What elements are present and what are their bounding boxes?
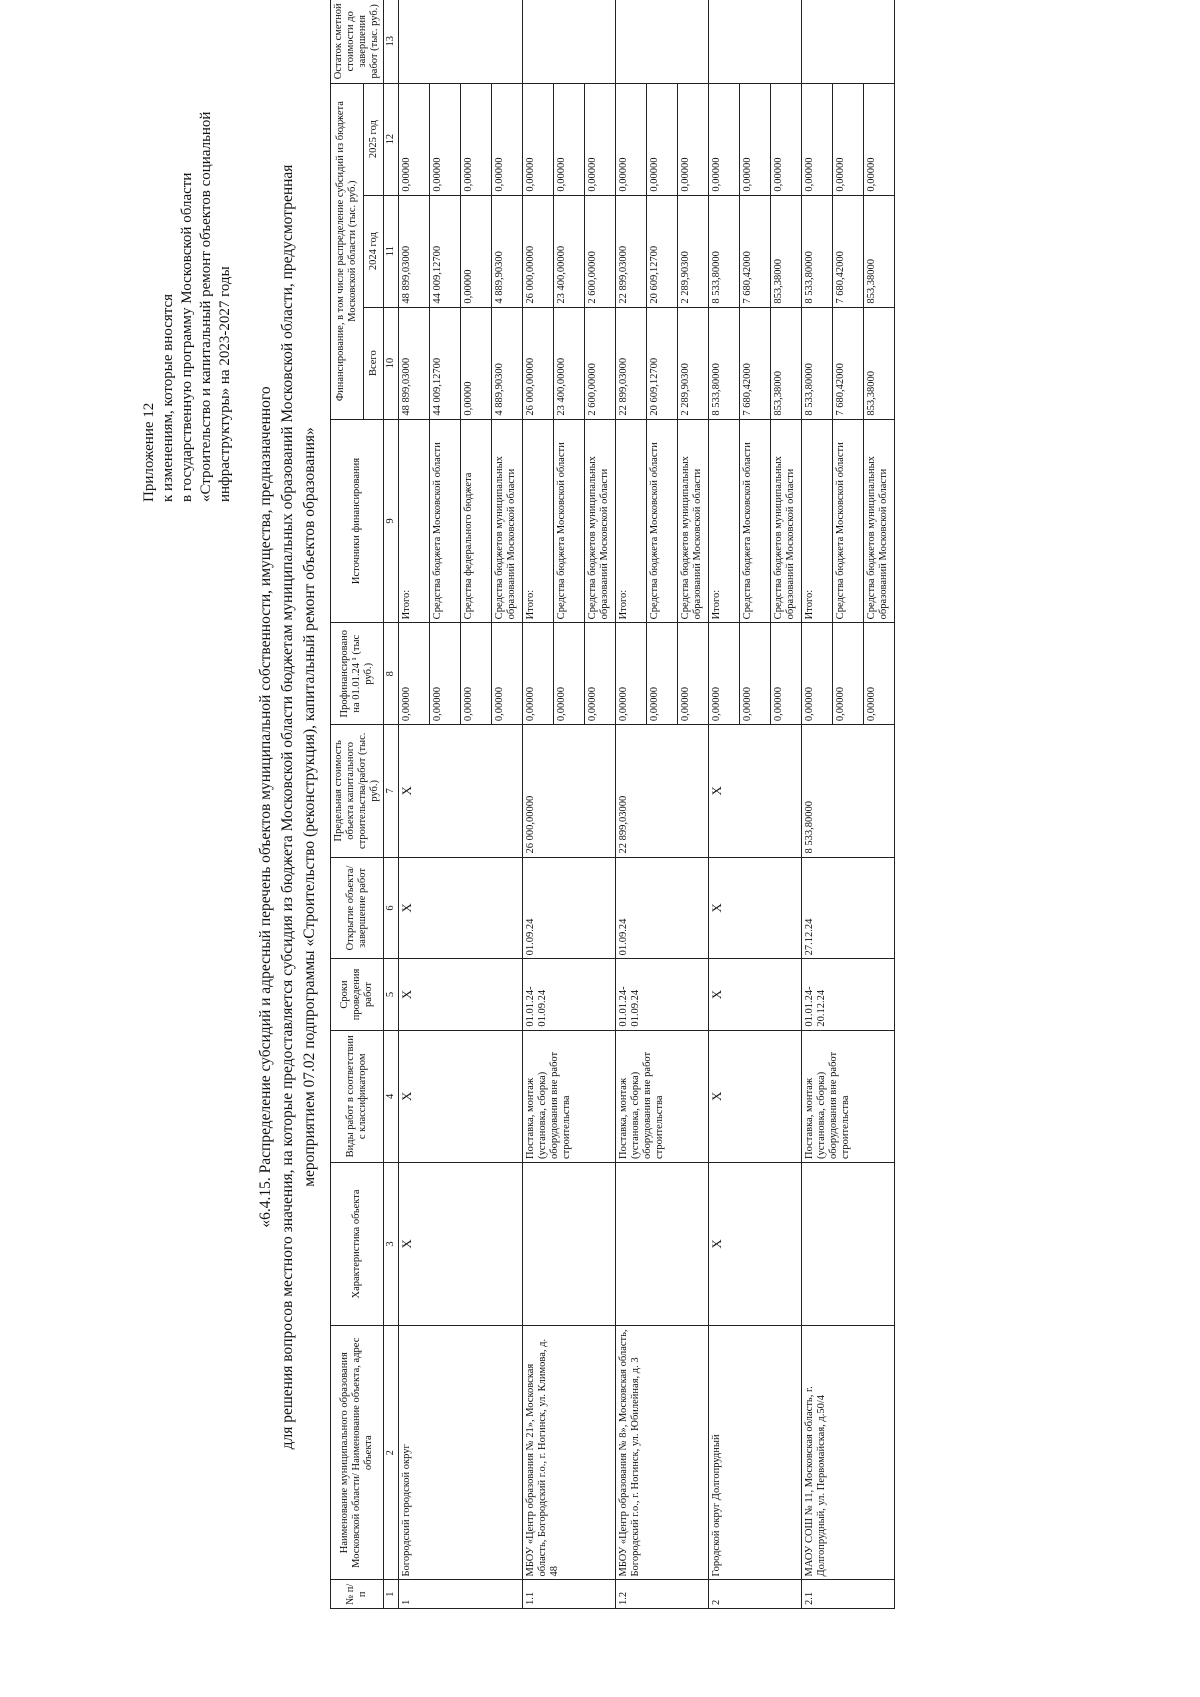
column-number: 5 — [384, 959, 399, 1030]
total-value-cell — [523, 307, 616, 419]
value-2025-cell — [802, 83, 895, 195]
funding-source: Средства бюджетов муниципальных образований Московской области — [587, 456, 610, 620]
column-number: 9 — [384, 419, 399, 623]
source-line — [740, 308, 771, 419]
source-line — [678, 623, 709, 724]
total-value: 22 899,03000 — [616, 308, 647, 419]
funding-source: Итого: — [523, 420, 554, 623]
source-line — [523, 420, 554, 623]
financed-value: 0,00000 — [709, 623, 740, 724]
row-number: 1 — [399, 1580, 523, 1609]
financed-value-cell — [399, 623, 523, 725]
col-header-financing: Финансирование, в том числе распределение субсидий из бюджета Московской области (тыс. руб.) — [331, 83, 364, 419]
value-2024-stack — [399, 196, 522, 307]
work-period: 01.01.24-01.09.24 — [616, 959, 709, 1030]
limit-cost: 26 000,00000 — [523, 725, 616, 857]
object-name: Городской округ Долгопрудный — [709, 1325, 802, 1580]
col-header-financed: Профинансировано на 01.01.24 ¹ (тыс руб.) — [331, 623, 384, 725]
source-line — [771, 623, 802, 724]
total-value-stack — [399, 308, 522, 419]
value-2024: 20 609,12700 — [647, 196, 678, 307]
opening-date: 01.09.24 — [523, 857, 616, 959]
col-header-period: Сроки проведения работ — [331, 959, 384, 1030]
funding-source: Итого: — [616, 420, 647, 623]
value-2024: 0,00000 — [461, 196, 492, 307]
financed-value-cell — [802, 623, 895, 725]
source-line — [492, 308, 523, 419]
value-2025-cell — [399, 83, 523, 195]
value-2024: 23 400,00000 — [554, 196, 585, 307]
funding-source-cell — [399, 419, 523, 623]
column-number: 11 — [384, 195, 399, 307]
source-line — [554, 196, 585, 307]
work-period: X — [399, 959, 523, 1030]
total-value: 0,00000 — [461, 308, 492, 419]
financed-value-cell — [523, 623, 616, 725]
value-2025: 0,00000 — [709, 84, 740, 195]
column-number: 3 — [384, 1163, 399, 1326]
value-2024: 8 533,80000 — [709, 196, 740, 307]
source-line — [740, 420, 771, 623]
financed-value: 0,00000 — [833, 623, 864, 724]
financed-value: 0,00000 — [523, 623, 554, 724]
work-type: X — [399, 1030, 523, 1162]
source-line — [678, 196, 709, 307]
total-value-stack — [616, 308, 708, 419]
financed-value-cell — [709, 623, 802, 725]
funding-source: Средства бюджетов муниципальных образований Московской области — [773, 456, 796, 620]
funding-source: Средства бюджетов муниципальных образований Московской области — [680, 456, 703, 620]
value-2025: 0,00000 — [680, 157, 691, 192]
limit-cost: X — [709, 725, 802, 857]
source-line — [864, 84, 895, 195]
funding-source-cell — [802, 419, 895, 623]
value-2025-stack — [616, 84, 708, 195]
table-row — [802, 0, 895, 1609]
financed-value-stack — [523, 623, 615, 724]
remainder-value — [399, 0, 523, 83]
total-value: 2 289,90300 — [680, 363, 691, 416]
source-line — [709, 84, 740, 195]
source-line — [802, 308, 833, 419]
col-header-sources: Источники финансирования — [331, 419, 384, 623]
source-line — [399, 196, 430, 307]
header-line: Приложение 12 — [141, 402, 157, 502]
source-line — [678, 420, 709, 623]
total-value: 44 009,12700 — [430, 308, 461, 419]
value-2024-stack — [802, 196, 894, 307]
column-number: 4 — [384, 1030, 399, 1162]
header-line: к изменениям, которые вносятся — [160, 293, 176, 502]
financed-value: 0,00000 — [587, 687, 598, 722]
financed-value: 0,00000 — [554, 623, 585, 724]
financed-value: 0,00000 — [866, 687, 877, 722]
financed-value: 0,00000 — [680, 687, 691, 722]
source-line — [461, 196, 492, 307]
value-2024: 8 533,80000 — [802, 196, 833, 307]
funding-source-stack — [802, 420, 894, 623]
title-line: для решения вопросов местного значения, на которые предоставляется субсидия из бюджета Московской области бюджетам муниципальных образований Московской области, предусмотренная — [279, 164, 296, 1450]
total-value: 853,38000 — [866, 371, 877, 416]
value-2024: 22 899,03000 — [616, 196, 647, 307]
source-line — [492, 420, 523, 623]
value-2025: 0,00000 — [866, 157, 877, 192]
funding-source-cell — [709, 419, 802, 623]
financed-value: 0,00000 — [773, 687, 784, 722]
source-line — [585, 308, 616, 419]
value-2025: 0,00000 — [647, 84, 678, 195]
value-2024: 48 899,03000 — [399, 196, 430, 307]
funding-source: Средства бюджета Московской области — [740, 420, 771, 623]
value-2024-cell — [523, 195, 616, 307]
financed-value: 0,00000 — [461, 623, 492, 724]
source-line — [740, 84, 771, 195]
funding-source: Итого: — [399, 420, 430, 623]
funding-source: Средства бюджетов муниципальных образований Московской области — [494, 456, 517, 620]
object-name: МАОУ СОШ № 11, Московская область, г. Долгопрудный, ул. Первомайская, д.50/4 — [802, 1325, 895, 1580]
funding-source: Средства бюджета Московской области — [430, 420, 461, 623]
source-line — [554, 623, 585, 724]
column-number: 7 — [384, 725, 399, 857]
financed-value-stack — [802, 623, 894, 724]
value-2024: 26 000,00000 — [523, 196, 554, 307]
source-line — [461, 84, 492, 195]
col-header-opening: Открытие объекта/ завершение работ — [331, 857, 384, 959]
remainder-value — [616, 0, 709, 83]
total-value: 26 000,00000 — [523, 308, 554, 419]
column-number: 1 — [384, 1580, 399, 1609]
source-line — [833, 420, 864, 623]
value-2024: 2 600,00000 — [587, 251, 598, 304]
opening-date: 27.12.24 — [802, 857, 895, 959]
source-line — [523, 308, 554, 419]
value-2024-cell — [709, 195, 802, 307]
value-2025: 0,00000 — [523, 84, 554, 195]
table-row — [616, 0, 709, 1609]
work-period: X — [709, 959, 802, 1030]
total-value: 8 533,80000 — [709, 308, 740, 419]
funding-source: Средства федерального бюджета — [461, 420, 492, 623]
row-number: 2.1 — [802, 1580, 895, 1609]
source-line — [864, 420, 895, 623]
source-line — [430, 623, 461, 724]
source-line — [833, 84, 864, 195]
total-value: 48 899,03000 — [399, 308, 430, 419]
value-2024: 7 680,42000 — [740, 196, 771, 307]
value-2024: 4 889,90300 — [494, 251, 505, 304]
opening-date: X — [709, 857, 802, 959]
header-line: инфраструктуры» на 2023-2027 годы — [217, 266, 233, 502]
source-line — [430, 308, 461, 419]
total-value: 23 400,00000 — [554, 308, 585, 419]
col-header-remainder: Остаток сметной стоимости до завершения работ (тыс. руб.) — [331, 0, 384, 83]
source-line — [802, 84, 833, 195]
value-2025-stack — [399, 84, 522, 195]
source-line — [616, 623, 647, 724]
source-line — [616, 308, 647, 419]
total-value-stack — [802, 308, 894, 419]
remainder-value — [709, 0, 802, 83]
value-2024: 2 289,90300 — [680, 251, 691, 304]
source-line — [616, 84, 647, 195]
financed-value: 0,00000 — [494, 687, 505, 722]
title-line: мероприятием 07.02 подпрограммы «Строительство (реконструкция), капитальный ремонт объектов образования» — [301, 427, 318, 1187]
remainder-value — [523, 0, 616, 83]
source-line — [647, 84, 678, 195]
title-line: «6.4.15. Распределение субсидий и адресный перечень объектов муниципальной собственности, имущества, предназначенного — [257, 386, 274, 1228]
header-line: «Строительство и капитальный ремонт объектов социальной — [198, 111, 214, 502]
source-line — [585, 623, 616, 724]
source-line — [399, 308, 430, 419]
column-number: 2 — [384, 1325, 399, 1580]
source-line — [492, 84, 523, 195]
value-2024-cell — [616, 195, 709, 307]
source-line — [430, 84, 461, 195]
source-line — [802, 420, 833, 623]
object-characteristic — [523, 1163, 616, 1326]
financed-value: 0,00000 — [647, 623, 678, 724]
total-value-cell — [399, 307, 523, 419]
appendix-header — [140, 0, 235, 502]
financed-value: 0,00000 — [399, 623, 430, 724]
source-line — [709, 308, 740, 419]
source-line — [771, 196, 802, 307]
row-number: 1.1 — [523, 1580, 616, 1609]
source-line — [647, 308, 678, 419]
object-name: МБОУ «Центр образования № 21», Московская область, Богородский г.о., г. Ногинск, ул. Климова, д. 48 — [523, 1325, 616, 1580]
object-characteristic — [802, 1163, 895, 1326]
source-line — [833, 196, 864, 307]
source-line — [492, 623, 523, 724]
column-number: 10 — [384, 307, 399, 419]
funding-source-stack — [523, 420, 615, 623]
value-2025: 0,00000 — [554, 84, 585, 195]
funding-source: Итого: — [709, 420, 740, 623]
funding-source: Средства бюджета Московской области — [647, 420, 678, 623]
funding-source: Итого: — [802, 420, 833, 623]
object-characteristic: X — [399, 1163, 523, 1326]
source-line — [492, 196, 523, 307]
source-line — [740, 623, 771, 724]
col-header-characteristic: Характеристика объекта — [331, 1163, 384, 1326]
financed-value-cell — [616, 623, 709, 725]
document-title — [255, 47, 321, 1567]
source-line — [647, 420, 678, 623]
source-line — [709, 420, 740, 623]
source-line — [709, 623, 740, 724]
total-value: 20 609,12700 — [647, 308, 678, 419]
row-number: 1.2 — [616, 1580, 709, 1609]
source-line — [585, 196, 616, 307]
source-line — [430, 420, 461, 623]
limit-cost: X — [399, 725, 523, 857]
source-line — [771, 308, 802, 419]
source-line — [864, 308, 895, 419]
value-2025: 0,00000 — [430, 84, 461, 195]
source-line — [399, 84, 430, 195]
column-numbers-row — [384, 0, 399, 1609]
total-value: 2 600,00000 — [587, 363, 598, 416]
table-row — [709, 0, 802, 1609]
source-line — [399, 420, 430, 623]
financed-value: 0,00000 — [740, 623, 771, 724]
opening-date: X — [399, 857, 523, 959]
funding-source-stack — [616, 420, 708, 623]
work-type: Поставка, монтаж (установка, сборка) оборудования вне работ строительства — [616, 1030, 709, 1162]
value-2025-stack — [802, 84, 894, 195]
source-line — [585, 84, 616, 195]
value-2025-stack — [709, 84, 801, 195]
source-line — [554, 420, 585, 623]
source-line — [461, 623, 492, 724]
col-header-limit-cost: Предельная стоимость объекта капитального строительства/работ (тыс. руб.) — [331, 725, 384, 857]
table-row — [399, 0, 523, 1609]
source-line — [802, 623, 833, 724]
value-2025: 0,00000 — [616, 84, 647, 195]
value-2024: 44 009,12700 — [430, 196, 461, 307]
value-2025: 0,00000 — [399, 84, 430, 195]
value-2024-stack — [523, 196, 615, 307]
source-line — [833, 308, 864, 419]
total-value-stack — [709, 308, 801, 419]
value-2024-cell — [802, 195, 895, 307]
source-line — [616, 420, 647, 623]
source-line — [523, 196, 554, 307]
column-number: 13 — [384, 0, 399, 83]
financed-value: 0,00000 — [430, 623, 461, 724]
total-value: 4 889,90300 — [494, 363, 505, 416]
total-value-cell — [616, 307, 709, 419]
value-2025: 0,00000 — [587, 157, 598, 192]
financed-value-stack — [399, 623, 522, 724]
col-header-works: Виды работ в соответствии с классификатором — [331, 1030, 384, 1162]
source-line — [678, 84, 709, 195]
value-2025-stack — [523, 84, 615, 195]
object-characteristic — [616, 1163, 709, 1326]
source-line — [554, 308, 585, 419]
value-2025: 0,00000 — [740, 84, 771, 195]
value-2025: 0,00000 — [833, 84, 864, 195]
work-type: Поставка, монтаж (установка, сборка) оборудования вне работ строительства — [802, 1030, 895, 1162]
funding-source-cell — [616, 419, 709, 623]
col-header-total: Всего — [364, 307, 384, 419]
column-number: 12 — [384, 83, 399, 195]
funding-source: Средства бюджета Московской области — [833, 420, 864, 623]
source-line — [430, 196, 461, 307]
source-line — [461, 420, 492, 623]
total-value: 7 680,42000 — [833, 308, 864, 419]
source-line — [647, 623, 678, 724]
financed-value-stack — [616, 623, 708, 724]
source-line — [802, 196, 833, 307]
value-2024: 853,38000 — [866, 259, 877, 304]
source-line — [771, 84, 802, 195]
source-line — [523, 623, 554, 724]
funding-source-cell — [523, 419, 616, 623]
total-value: 8 533,80000 — [802, 308, 833, 419]
funding-source-stack — [709, 420, 801, 623]
value-2024-cell — [399, 195, 523, 307]
funding-source-stack — [399, 420, 522, 623]
value-2024-stack — [709, 196, 801, 307]
source-line — [616, 196, 647, 307]
opening-date: 01.09.24 — [616, 857, 709, 959]
column-number: 8 — [384, 623, 399, 725]
value-2024: 853,38000 — [773, 259, 784, 304]
remainder-value — [802, 0, 895, 83]
source-line — [864, 623, 895, 724]
source-line — [585, 420, 616, 623]
source-line — [833, 623, 864, 724]
source-line — [461, 308, 492, 419]
col-header-2024: 2024 год — [364, 195, 384, 307]
work-period: 01.01.24-20.12.24 — [802, 959, 895, 1030]
col-header-num: № п/п — [331, 1580, 384, 1609]
col-header-2025: 2025 год — [364, 83, 384, 195]
total-value-cell — [709, 307, 802, 419]
source-line — [678, 308, 709, 419]
total-value: 853,38000 — [773, 371, 784, 416]
source-line — [864, 196, 895, 307]
value-2025: 0,00000 — [773, 157, 784, 192]
row-number: 2 — [709, 1580, 802, 1609]
total-value-stack — [523, 308, 615, 419]
value-2024-stack — [616, 196, 708, 307]
financed-value: 0,00000 — [616, 623, 647, 724]
financed-value-stack — [709, 623, 801, 724]
col-header-name: Наименование муниципального образования Московской области/ Наименование объекта, адрес объекта — [331, 1325, 384, 1580]
total-value: 7 680,42000 — [740, 308, 771, 419]
source-line — [740, 196, 771, 307]
value-2025: 0,00000 — [461, 84, 492, 195]
object-characteristic: X — [709, 1163, 802, 1326]
value-2024: 7 680,42000 — [833, 196, 864, 307]
work-type: X — [709, 1030, 802, 1162]
value-2025: 0,00000 — [494, 157, 505, 192]
value-2025-cell — [709, 83, 802, 195]
work-period: 01.01.24-01.09.24 — [523, 959, 616, 1030]
column-number: 6 — [384, 857, 399, 959]
source-line — [399, 623, 430, 724]
funding-source: Средства бюджетов муниципальных образований Московской области — [866, 456, 889, 620]
source-line — [647, 196, 678, 307]
object-name: МБОУ «Центр образования № 8», Московская область, Богородский г.о., г. Ногинск, ул. Юбилейная, д. 3 — [616, 1325, 709, 1580]
limit-cost: 8 533,80000 — [802, 725, 895, 857]
limit-cost: 22 899,03000 — [616, 725, 709, 857]
subsidy-table — [330, 0, 895, 1609]
object-name: Богородский городской округ — [399, 1325, 523, 1580]
table-row — [523, 0, 616, 1609]
value-2025: 0,00000 — [802, 84, 833, 195]
source-line — [771, 420, 802, 623]
financed-value: 0,00000 — [802, 623, 833, 724]
funding-source: Средства бюджета Московской области — [554, 420, 585, 623]
value-2025-cell — [616, 83, 709, 195]
work-type: Поставка, монтаж (установка, сборка) оборудования вне работ строительства — [523, 1030, 616, 1162]
total-value-cell — [802, 307, 895, 419]
source-line — [523, 84, 554, 195]
source-line — [554, 84, 585, 195]
value-2025-cell — [523, 83, 616, 195]
header-line: в государственную программу Московской области — [179, 172, 195, 502]
source-line — [709, 196, 740, 307]
